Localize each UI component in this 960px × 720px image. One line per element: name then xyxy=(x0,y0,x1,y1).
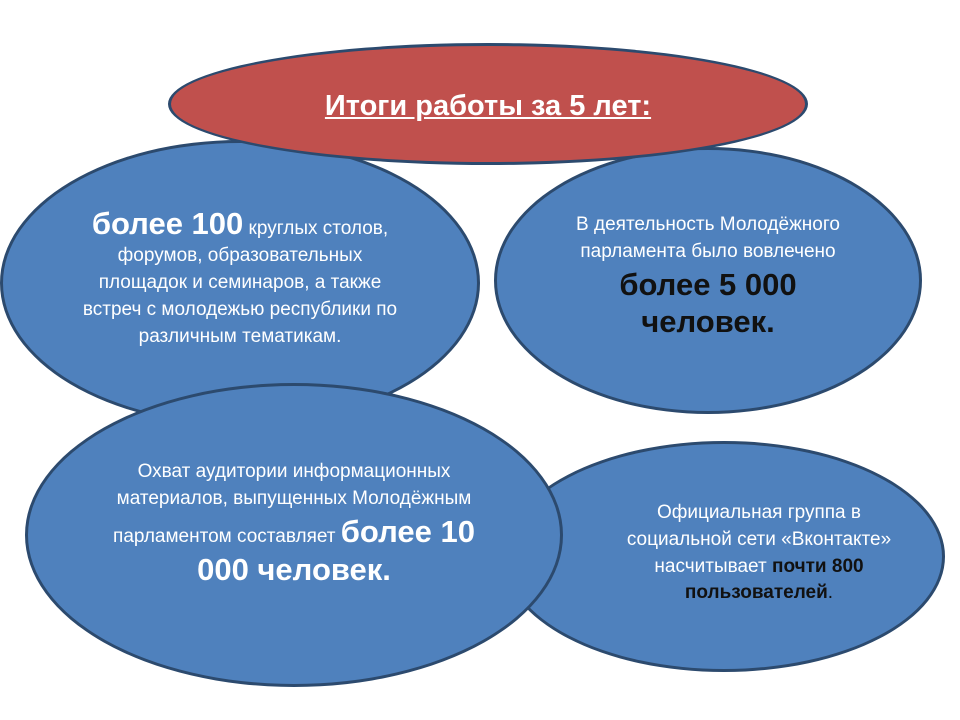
round-tables-text xyxy=(75,205,405,351)
ellipse-audience-reach xyxy=(25,383,563,687)
participants-body: В деятельность Молодёжного парламента было вовлечено xyxy=(576,213,840,262)
ellipse-participants xyxy=(494,147,922,414)
audience-reach-body: Охват аудитории информационных материалов, выпущенных Молодёжным парламентом составляет xyxy=(113,461,472,547)
title-ellipse xyxy=(168,43,808,165)
vk-group-highlight: почти 800 пользователей xyxy=(684,555,864,604)
vk-group-text xyxy=(624,500,894,608)
round-tables-highlight: более 100 xyxy=(91,206,244,242)
participants-text xyxy=(553,212,863,342)
audience-reach-text xyxy=(109,459,479,589)
ellipse-vk-group xyxy=(503,441,945,672)
ellipse-round-tables xyxy=(0,140,480,426)
round-tables-body: круглых столов, форумов, образовательных площадок и семинаров, а также встреч с молодежью республики по различным тематикам. xyxy=(82,218,398,347)
participants-highlight: более 5 000 человек. xyxy=(619,266,797,340)
vk-group-suffix: . xyxy=(827,582,834,604)
vk-group-body: Официальная группа в социальной сети «Вконтакте» насчитывает xyxy=(626,501,892,577)
page-title: Итоги работы за 5 лет: xyxy=(324,89,652,122)
audience-reach-highlight: более 10 000 человек. xyxy=(197,514,475,587)
